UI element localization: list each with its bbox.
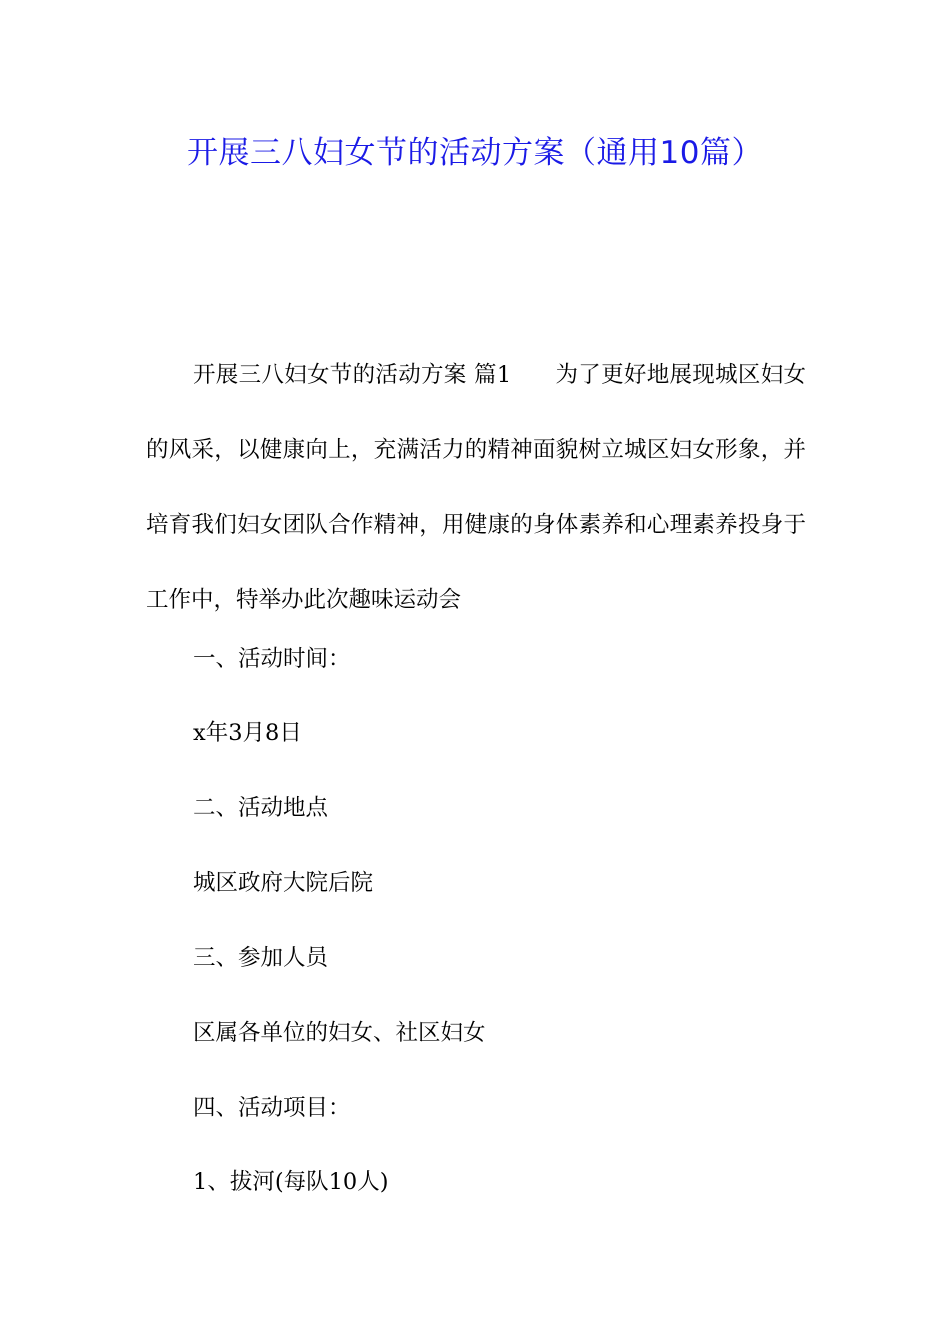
document-title: 开展三八妇女节的活动方案（通用10篇） xyxy=(187,135,763,171)
activity-location-heading: 二、活动地点 xyxy=(193,795,329,821)
activity-time-heading: 一、活动时间： xyxy=(193,646,351,672)
activity-location: 城区政府大院后院 xyxy=(193,870,374,896)
intro-paragraph xyxy=(146,338,806,638)
participants-heading: 三、参加人员 xyxy=(193,945,329,971)
activity-item-tug-of-war: 1、拔河(每队10人) xyxy=(193,1169,389,1195)
participants: 区属各单位的妇女、社区妇女 xyxy=(193,1020,486,1046)
intro-paragraph-text: 为了更好地展现城区妇女的风采，以健康向上，充满活力的精神面貌树立城区妇女形象，并培育我们妇女团队合作精神，用健康的身体素养和心理素养投身于工作中，特举办此次趣味运动会 xyxy=(146,362,806,613)
activity-date: x年3月8日 xyxy=(193,720,302,746)
activity-items-heading: 四、活动项目： xyxy=(193,1095,351,1121)
section-heading: 开展三八妇女节的活动方案 篇1 xyxy=(193,362,512,388)
